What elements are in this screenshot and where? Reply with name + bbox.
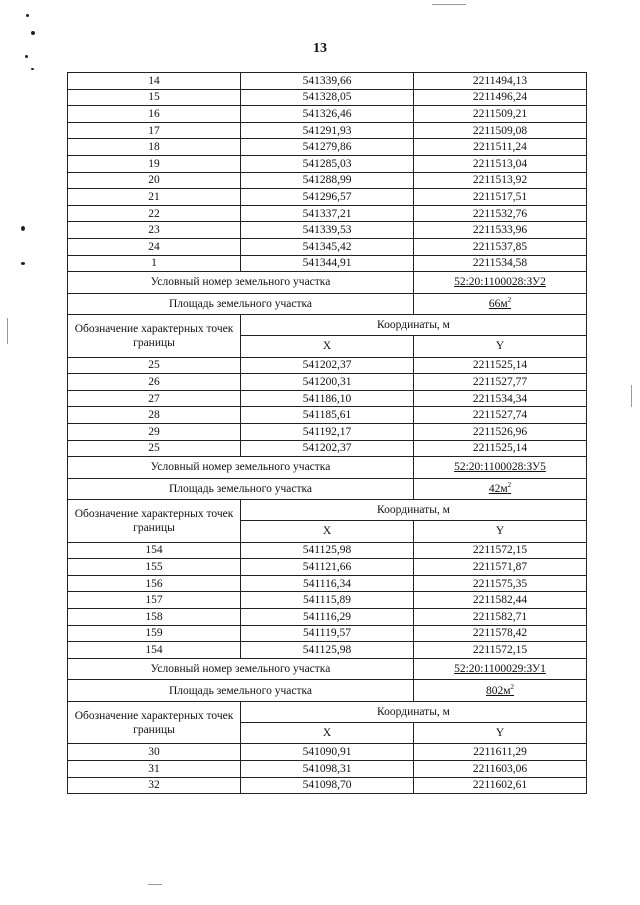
y-coordinate-cell: 2211511,24 xyxy=(414,139,587,156)
x-coordinate-cell: 541200,31 xyxy=(241,374,414,391)
table-row xyxy=(68,642,587,659)
x-coordinate-cell: 541202,37 xyxy=(241,440,414,457)
y-coordinate-cell: 2211525,14 xyxy=(414,357,587,374)
x-coordinate-cell: 541202,37 xyxy=(241,357,414,374)
point-id-cell: 25 xyxy=(68,357,241,374)
point-id-cell: 154 xyxy=(68,642,241,659)
table-row xyxy=(68,374,587,391)
point-id-cell: 22 xyxy=(68,205,241,222)
x-coordinate-cell: 541125,98 xyxy=(241,642,414,659)
plot-number-label: Условный номер земельного участка xyxy=(68,272,414,294)
y-coordinate-cell: 2211537,85 xyxy=(414,238,587,255)
y-coordinate-cell: 2211611,29 xyxy=(414,744,587,761)
scan-speck xyxy=(31,68,34,70)
y-coordinate-cell: 2211572,15 xyxy=(414,542,587,559)
table-row xyxy=(68,139,587,156)
y-coordinate-cell: 2211534,58 xyxy=(414,255,587,272)
y-coordinate-cell: 2211602,61 xyxy=(414,777,587,794)
scan-edge-line xyxy=(631,385,632,407)
plot-area-label: Площадь земельного участка xyxy=(68,478,414,500)
x-coordinate-cell: 541115,89 xyxy=(241,592,414,609)
y-coordinate-cell: 2211513,04 xyxy=(414,155,587,172)
x-coordinate-cell: 541192,17 xyxy=(241,424,414,441)
y-axis-header: Y xyxy=(414,521,587,543)
point-id-cell: 27 xyxy=(68,390,241,407)
y-coordinate-cell: 2211582,71 xyxy=(414,609,587,626)
x-axis-header: X xyxy=(241,521,414,543)
coordinates-header-row xyxy=(68,500,587,521)
y-coordinate-cell: 2211534,34 xyxy=(414,390,587,407)
table-row xyxy=(68,73,587,90)
point-id-cell: 17 xyxy=(68,122,241,139)
plot-number-text: 52:20:1100028:ЗУ5 xyxy=(454,461,546,474)
table-row xyxy=(68,155,587,172)
x-coordinate-cell: 541328,05 xyxy=(241,89,414,106)
y-coordinate-cell: 2211509,21 xyxy=(414,106,587,123)
y-axis-header: Y xyxy=(414,722,587,744)
x-coordinate-cell: 541279,86 xyxy=(241,139,414,156)
y-coordinate-cell: 2211513,92 xyxy=(414,172,587,189)
point-id-cell: 32 xyxy=(68,777,241,794)
plot-area-text: $66м^2$ xyxy=(488,296,512,310)
table-row xyxy=(68,255,587,272)
x-axis-header: X xyxy=(241,336,414,358)
table-row xyxy=(68,559,587,576)
point-id-cell: 23 xyxy=(68,222,241,239)
y-axis-header: Y xyxy=(414,336,587,358)
scan-speck xyxy=(25,55,28,58)
plot-area-value xyxy=(414,680,587,702)
table-row xyxy=(68,744,587,761)
page-number: 13 xyxy=(313,41,327,56)
y-coordinate-cell: 2211582,44 xyxy=(414,592,587,609)
scan-speck xyxy=(31,31,35,35)
table-row xyxy=(68,777,587,794)
table-row xyxy=(68,222,587,239)
x-coordinate-cell: 541098,31 xyxy=(241,760,414,777)
plot-number-text: 52:20:1100028:ЗУ2 xyxy=(454,276,546,289)
table-row xyxy=(68,172,587,189)
point-id-cell: 21 xyxy=(68,189,241,206)
y-coordinate-cell: 2211571,87 xyxy=(414,559,587,576)
point-id-cell: 159 xyxy=(68,625,241,642)
y-coordinate-cell: 2211575,35 xyxy=(414,575,587,592)
x-coordinate-cell: 541296,57 xyxy=(241,189,414,206)
coordinates-header: Координаты, м xyxy=(241,701,587,722)
point-id-cell: 156 xyxy=(68,575,241,592)
point-id-cell: 154 xyxy=(68,542,241,559)
plot-area-row xyxy=(68,293,587,315)
table-row xyxy=(68,106,587,123)
table-row xyxy=(68,238,587,255)
x-coordinate-cell: 541125,98 xyxy=(241,542,414,559)
point-id-cell: 25 xyxy=(68,440,241,457)
scan-speck xyxy=(26,14,29,17)
table-row xyxy=(68,189,587,206)
x-axis-header: X xyxy=(241,722,414,744)
point-id-cell: 26 xyxy=(68,374,241,391)
scan-edge-line xyxy=(7,318,8,344)
y-coordinate-cell: 2211494,13 xyxy=(414,73,587,90)
point-id-cell: 155 xyxy=(68,559,241,576)
plot-area-text: $42м^2$ xyxy=(488,481,512,495)
x-coordinate-cell: 541337,21 xyxy=(241,205,414,222)
y-coordinate-cell: 2211527,77 xyxy=(414,374,587,391)
point-id-cell: 24 xyxy=(68,238,241,255)
plot-area-row xyxy=(68,680,587,702)
x-coordinate-cell: 541285,03 xyxy=(241,155,414,172)
table-row xyxy=(68,542,587,559)
table-row xyxy=(68,575,587,592)
table-row xyxy=(68,592,587,609)
y-coordinate-cell: 2211533,96 xyxy=(414,222,587,239)
scan-edge-line xyxy=(432,4,466,5)
table-row xyxy=(68,205,587,222)
x-coordinate-cell: 541116,29 xyxy=(241,609,414,626)
table-row xyxy=(68,609,587,626)
x-coordinate-cell: 541288,99 xyxy=(241,172,414,189)
table-row xyxy=(68,440,587,457)
point-id-cell: 18 xyxy=(68,139,241,156)
table-row xyxy=(68,390,587,407)
designation-header: Обозначение характерных точек границы xyxy=(68,315,241,358)
coordinates-table-body xyxy=(68,73,587,794)
x-coordinate-cell: 541339,66 xyxy=(241,73,414,90)
point-id-cell: 31 xyxy=(68,760,241,777)
point-id-cell: 30 xyxy=(68,744,241,761)
plot-area-value xyxy=(414,478,587,500)
x-coordinate-cell: 541185,61 xyxy=(241,407,414,424)
y-coordinate-cell: 2211517,51 xyxy=(414,189,587,206)
x-coordinate-cell: 541121,66 xyxy=(241,559,414,576)
table-row xyxy=(68,424,587,441)
y-coordinate-cell: 2211509,08 xyxy=(414,122,587,139)
x-coordinate-cell: 541339,53 xyxy=(241,222,414,239)
point-id-cell: 157 xyxy=(68,592,241,609)
table-row xyxy=(68,357,587,374)
plot-number-row xyxy=(68,457,587,479)
plot-area-label: Площадь земельного участка xyxy=(68,293,414,315)
x-coordinate-cell: 541345,42 xyxy=(241,238,414,255)
x-coordinate-cell: 541344,91 xyxy=(241,255,414,272)
table-row xyxy=(68,760,587,777)
point-id-cell: 15 xyxy=(68,89,241,106)
y-coordinate-cell: 2211525,14 xyxy=(414,440,587,457)
point-id-cell: 1 xyxy=(68,255,241,272)
plot-number-value xyxy=(414,658,587,680)
point-id-cell: 19 xyxy=(68,155,241,172)
x-coordinate-cell: 541119,57 xyxy=(241,625,414,642)
plot-area-row xyxy=(68,478,587,500)
scan-speck xyxy=(21,262,25,265)
x-coordinate-cell: 541090,91 xyxy=(241,744,414,761)
coordinates-header-row xyxy=(68,701,587,722)
area-unit-superscript: 2 xyxy=(510,682,515,691)
x-coordinate-cell: 541116,34 xyxy=(241,575,414,592)
y-coordinate-cell: 2211496,24 xyxy=(414,89,587,106)
point-id-cell: 14 xyxy=(68,73,241,90)
plot-number-label: Условный номер земельного участка xyxy=(68,457,414,479)
y-coordinate-cell: 2211578,42 xyxy=(414,625,587,642)
plot-number-value xyxy=(414,457,587,479)
plot-number-row xyxy=(68,272,587,294)
table-row xyxy=(68,407,587,424)
point-id-cell: 16 xyxy=(68,106,241,123)
table-row xyxy=(68,89,587,106)
plot-number-label: Условный номер земельного участка xyxy=(68,658,414,680)
point-id-cell: 29 xyxy=(68,424,241,441)
area-unit-superscript: 2 xyxy=(507,296,512,305)
plot-area-label: Площадь земельного участка xyxy=(68,680,414,702)
plot-number-value xyxy=(414,272,587,294)
scan-edge-line xyxy=(148,884,162,885)
point-id-cell: 28 xyxy=(68,407,241,424)
plot-area-text: $802м^2$ xyxy=(485,682,515,697)
designation-header: Обозначение характерных точек границы xyxy=(68,500,241,543)
x-coordinate-cell: 541291,93 xyxy=(241,122,414,139)
x-coordinate-cell: 541186,10 xyxy=(241,390,414,407)
designation-header: Обозначение характерных точек границы xyxy=(68,701,241,744)
plot-number-text: 52:20:1100029:ЗУ1 xyxy=(454,663,546,676)
table-row xyxy=(68,122,587,139)
area-unit-superscript: 2 xyxy=(507,481,512,490)
coordinates-header-row xyxy=(68,315,587,336)
point-id-cell: 158 xyxy=(68,609,241,626)
y-coordinate-cell: 2211527,74 xyxy=(414,407,587,424)
coordinates-header: Координаты, м xyxy=(241,500,587,521)
scan-speck xyxy=(21,226,25,231)
y-coordinate-cell: 2211572,15 xyxy=(414,642,587,659)
plot-area-value xyxy=(414,293,587,315)
plot-number-row xyxy=(68,658,587,680)
y-coordinate-cell: 2211526,96 xyxy=(414,424,587,441)
point-id-cell: 20 xyxy=(68,172,241,189)
table-row xyxy=(68,625,587,642)
x-coordinate-cell: 541098,70 xyxy=(241,777,414,794)
y-coordinate-cell: 2211603,06 xyxy=(414,760,587,777)
x-coordinate-cell: 541326,46 xyxy=(241,106,414,123)
y-coordinate-cell: 2211532,76 xyxy=(414,205,587,222)
coordinates-table xyxy=(67,72,587,794)
coordinates-header: Координаты, м xyxy=(241,315,587,336)
